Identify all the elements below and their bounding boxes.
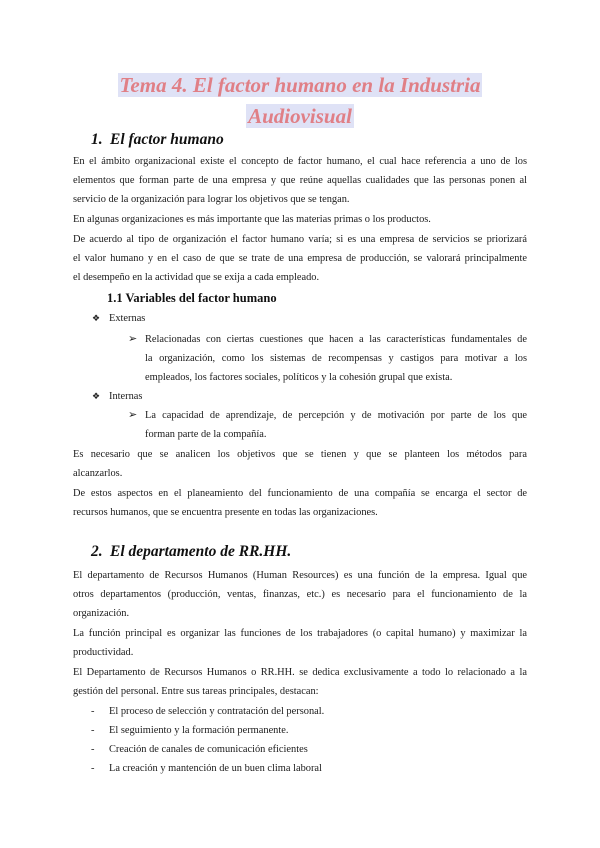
s2-p1-line3: organización. [73, 608, 130, 619]
arrow-bullet-icon: ➢ [128, 409, 138, 421]
internas-text-line2: forman parte de la compañía. [145, 429, 267, 440]
s1-p3-line1: De acuerdo al tipo de organización el factor humano varía; si es una empresa de servicios se priorizará [73, 234, 527, 245]
section-2-title: El departamento de RR.HH. [110, 543, 292, 560]
s1-p2: En algunas organizaciones es más importante que las materias primas o los productos. [73, 214, 431, 225]
document-title-line-2: Audiovisual [248, 104, 352, 128]
s1-p1-line3: servicio de la organización para lograr los objetivos que se tengan. [73, 194, 350, 205]
diamond-bullet-icon: ❖ [92, 313, 101, 323]
externas-label: Externas [109, 313, 146, 324]
s1-p1-line2: elementos que forman parte de una empresa y que reúne aquellas cualidades que las personas ponen al [73, 175, 527, 186]
section-2-heading [91, 543, 291, 561]
s1-p5-line1: De estos aspectos en el planeamiento del funcionamiento de una compañía se encarga el sector de [73, 488, 527, 499]
dash-bullet: - [91, 763, 95, 774]
s2-p3-line2: gestión del personal. Entre sus tareas principales, destacan: [73, 686, 319, 697]
dash-bullet: - [91, 744, 95, 755]
arrow-bullet-icon: ➢ [128, 333, 138, 345]
s1-p1-line1: En el ámbito organizacional existe el concepto de factor humano, el cual hace referencia a uno de los [73, 156, 527, 167]
section-1-heading [91, 131, 224, 149]
s1-p3-line3: el desempeño en la actividad que se exija a cada empleado. [73, 272, 320, 283]
task-item: El seguimiento y la formación permanente. [109, 725, 289, 736]
s2-p1-line1: El departamento de Recursos Humanos (Human Resources) es una función de la empresa. Igual que [73, 570, 527, 581]
s2-p2-line1: La función principal es organizar las funciones de los trabajadores (o capital humano) y maximizar la [73, 628, 527, 639]
s2-p2-line2: productividad. [73, 647, 134, 658]
diamond-bullet-icon: ❖ [92, 391, 101, 401]
externas-text-line1: Relacionadas con ciertas cuestiones que hacen a las características fundamentales de [145, 334, 527, 345]
dash-bullet: - [91, 706, 95, 717]
s1-p4-line2: alcanzarlos. [73, 468, 123, 479]
externas-text-line2: la organización, como los sistemas de recompensas y castigos para motivar a los [145, 353, 527, 364]
section-2-number: 2. [91, 543, 103, 560]
document-title-line-1: Tema 4. El factor humano en la Industria [119, 73, 481, 97]
s1-p5-line2: recursos humanos, que se encuentra presente en todas las organizaciones. [73, 507, 378, 518]
subsection-1-1-heading: 1.1 Variables del factor humano [107, 291, 277, 305]
s2-p3-line1: El Departamento de Recursos Humanos o RR.HH. se dedica exclusivamente a todo lo relacionado a la [73, 667, 527, 678]
section-1-number: 1. [91, 131, 103, 148]
internas-label: Internas [109, 391, 143, 402]
internas-text-line1: La capacidad de aprendizaje, de percepción y de motivación por parte de los que [145, 410, 527, 421]
s1-p4-line1: Es necesario que se analicen los objetivos que se tienen y que se planteen los métodos para [73, 449, 527, 460]
dash-bullet: - [91, 725, 95, 736]
section-1-title: El factor humano [110, 131, 224, 148]
s1-p3-line2: el valor humano y en el caso de que se trate de una empresa de producción, se valorará principalmente [73, 253, 527, 264]
externas-text-line3: empleados, los factores sociales, políticos y la cohesión grupal que exista. [145, 372, 453, 383]
task-item: La creación y mantención de un buen clima laboral [109, 763, 322, 774]
task-item: El proceso de selección y contratación del personal. [109, 706, 325, 717]
task-item: Creación de canales de comunicación eficientes [109, 744, 308, 755]
s2-p1-line2: otros departamentos (producción, ventas, finanzas, etc.) es necesario para el funcionamiento de la [73, 589, 527, 600]
